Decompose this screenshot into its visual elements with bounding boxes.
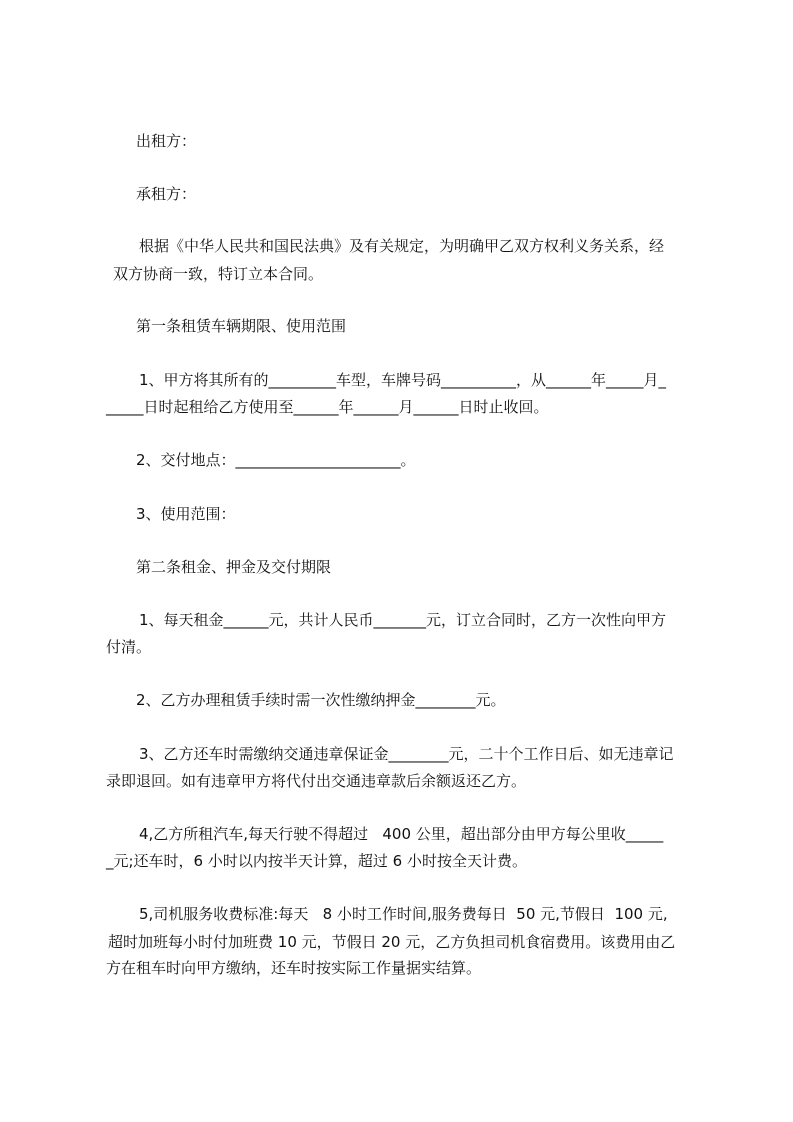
article-2-item-5-line-3: 方在租车时向甲方缴纳，还车时按实际工作量据实结算。 xyxy=(106,959,482,977)
article-2-item-3-line-2: 录即退回。如有违章甲方将代付出交通违章款后余额返还乙方。 xyxy=(106,772,527,790)
intro-line-2: 双方协商一致，特订立本合同。 xyxy=(113,265,324,283)
lessee-label: 承租方： xyxy=(136,185,197,203)
article-2-title: 第二条租金、押金及交付期限 xyxy=(136,558,332,576)
article-2-item-5-line-2: 超时加班每小时付加班费 10 元，节假日 20 元，乙方负担司机食宿费用。该费用由乙 xyxy=(108,933,676,951)
article-1-item-1-line-2: _____日时起租给乙方使用至______年______月______日时止收回。 xyxy=(106,398,549,416)
article-2-item-5-line-1: 5,司机服务收费标准:每天 8 小时工作时间,服务费每日 50 元,节假日 100 元, xyxy=(139,905,668,923)
article-1-item-1-line-1: 1、甲方将其所有的_________车型，车牌号码__________，从______年_____月_ xyxy=(139,371,667,389)
article-2-item-2: 2、乙方办理租赁手续时需一次性缴纳押金________元。 xyxy=(136,691,506,709)
article-2-item-4-line-1: 4,乙方所租汽车,每天行驶不得超过 400 公里，超出部分由甲方每公里收_____ xyxy=(139,825,664,843)
intro-line-1: 根据《中华人民共和国民法典》及有关规定，为明确甲乙双方权利义务关系，经 xyxy=(139,237,665,255)
article-2-item-1-line-1: 1、每天租金______元，共计人民币_______元，订立合同时，乙方一次性向甲方 xyxy=(139,611,667,629)
article-2-item-1-line-2: 付清。 xyxy=(106,638,152,656)
lessor-label: 出租方： xyxy=(136,132,197,150)
article-1-title: 第一条租赁车辆期限、使用范围 xyxy=(136,317,347,335)
article-1-item-2: 2、交付地点：______________________。 xyxy=(136,451,416,469)
article-1-item-3: 3、使用范围： xyxy=(136,505,236,523)
article-2-item-4-line-2: _元;还车时，6 小时以内按半天计算，超过 6 小时按全天计费。 xyxy=(106,852,527,870)
article-2-item-3-line-1: 3、乙方还车时需缴纳交通违章保证金________元，二十个工作日后、如无违章记 xyxy=(139,745,674,763)
